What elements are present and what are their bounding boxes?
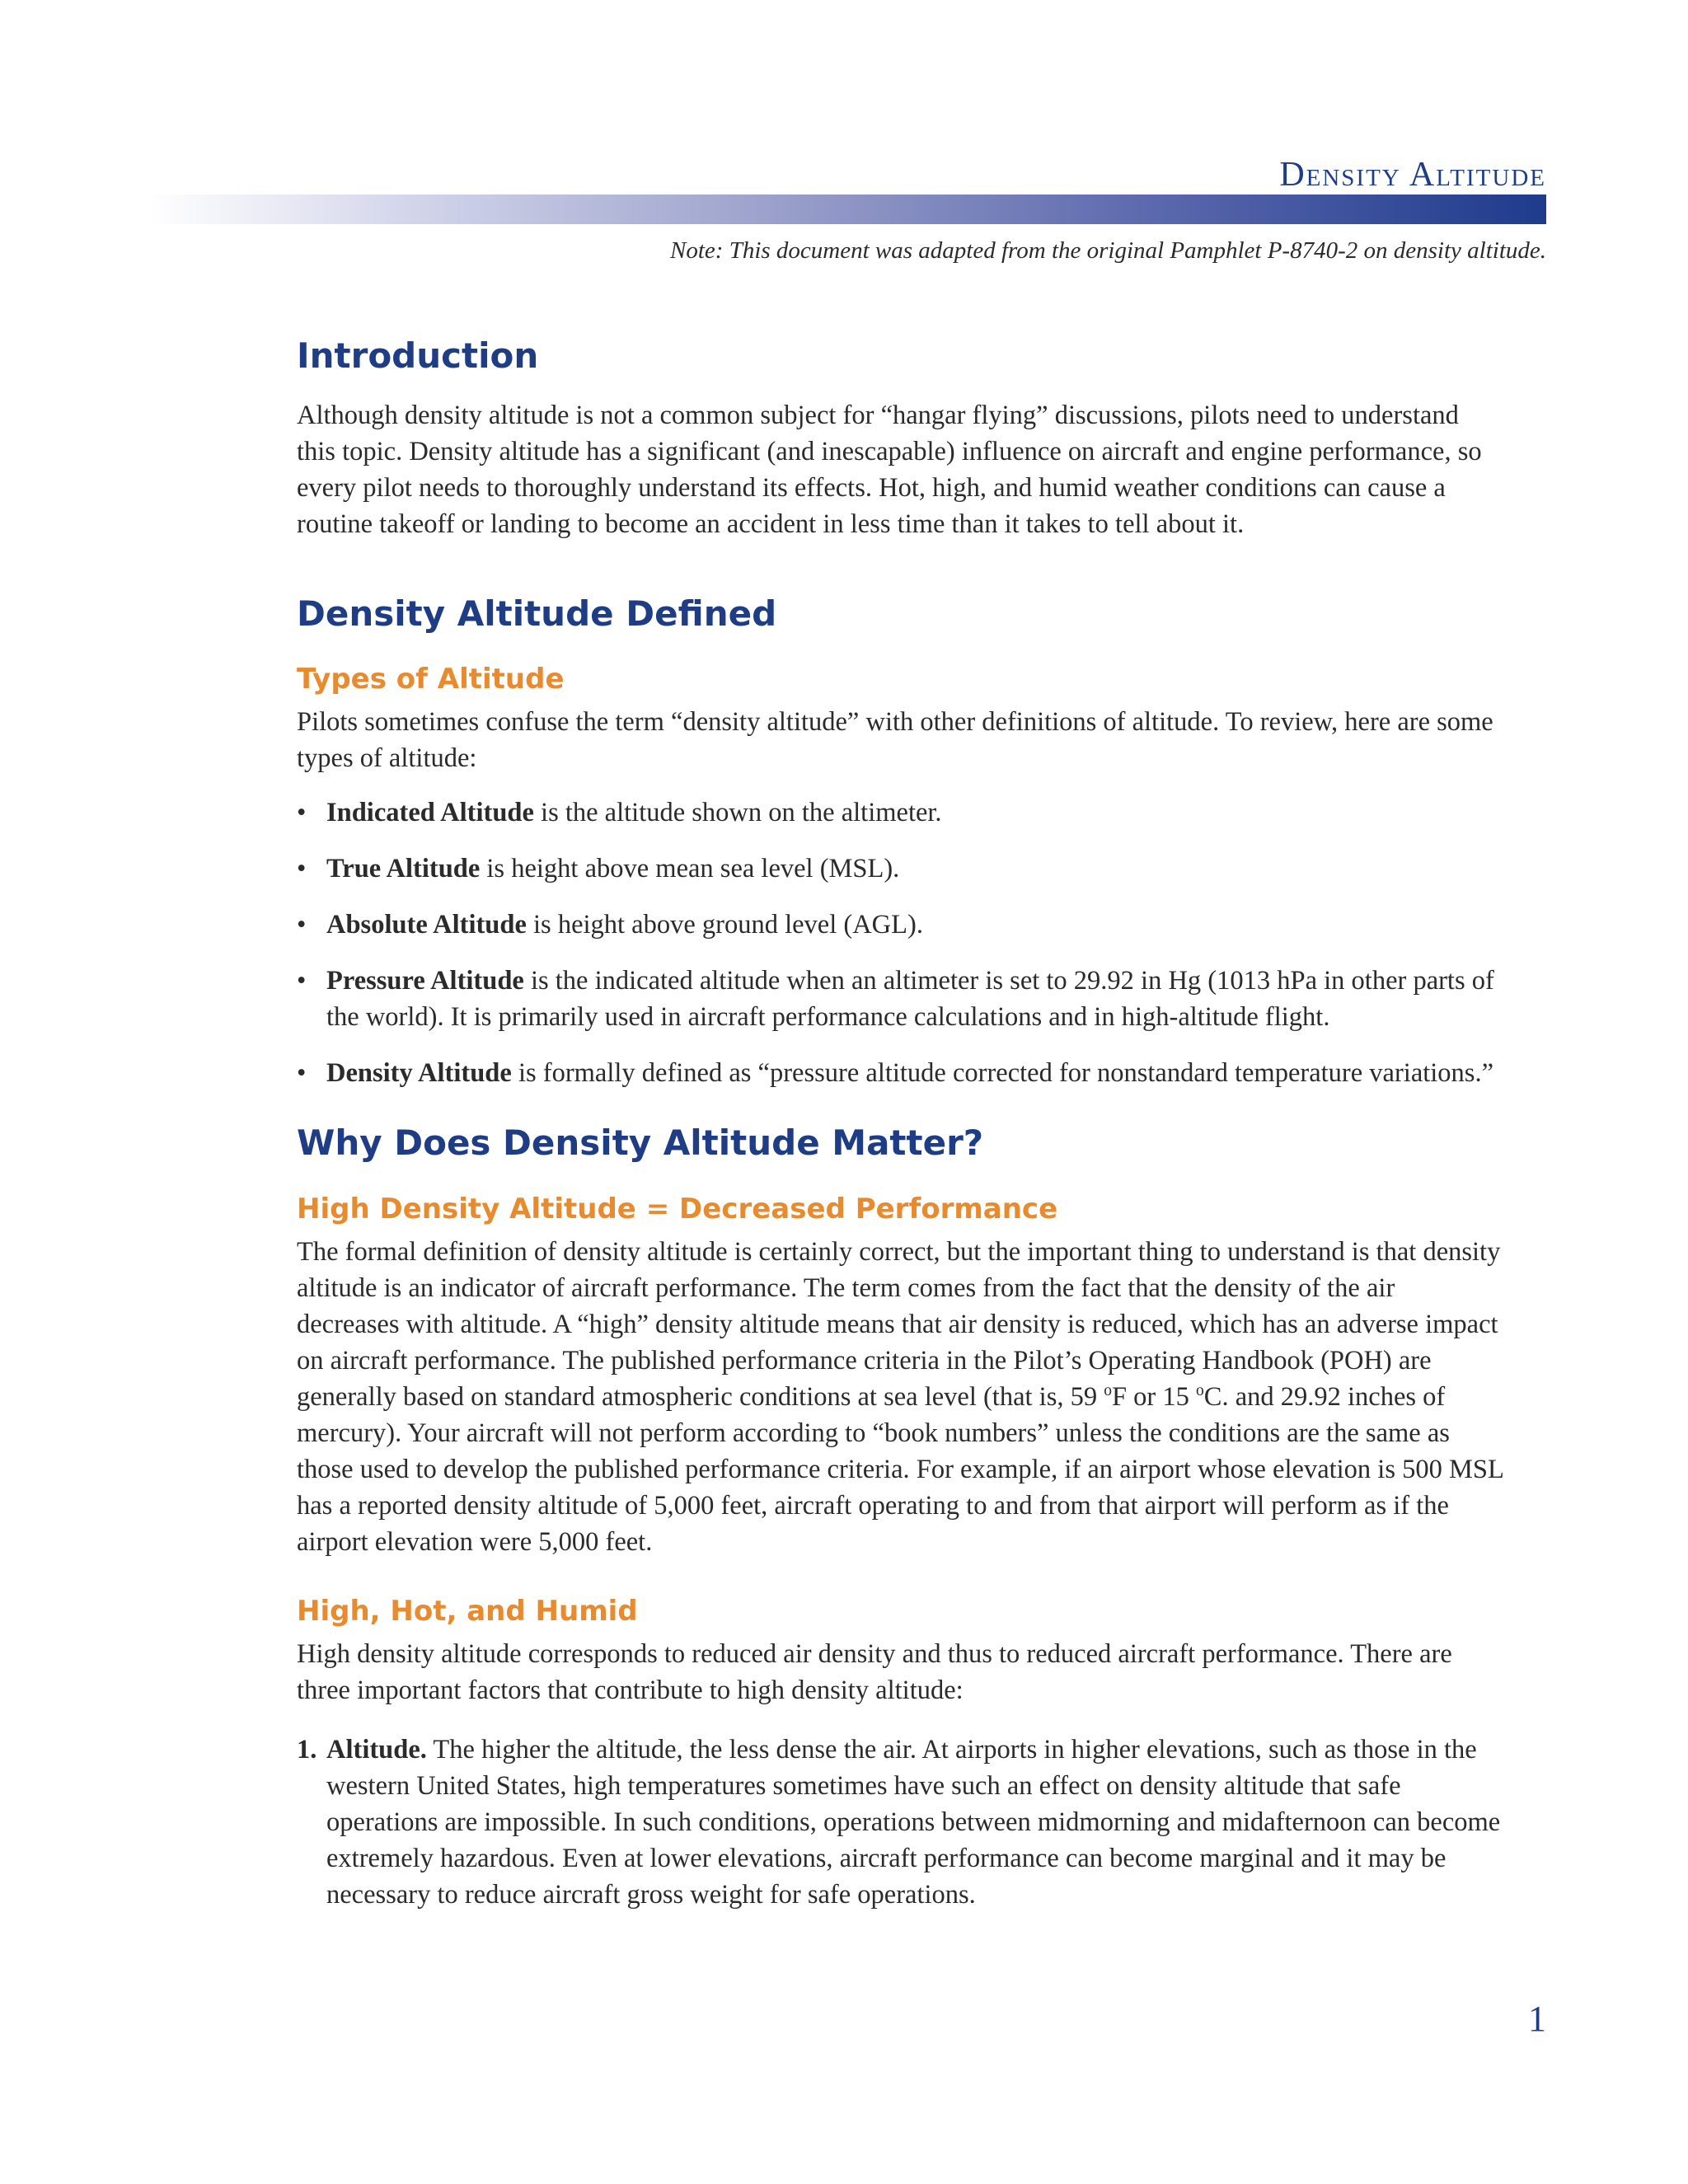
list-item-text: The higher the altitude, the less dense the air. At airports in higher elevations, such as those in the western United States, high temperatures sometimes have such an effect on density altitude that safe operations are impossible. In such conditions, operations between midmorning and midafternoon can become extremely hazardous. Even at lower elevations, aircraft performance can become marginal and it may be necessary to reduce aircraft gross weight for safe operations. <box>326 1735 1501 1910</box>
list-item <box>297 794 1503 831</box>
decreased-performance-paragraph <box>297 1234 1503 1560</box>
bullet-marker: • <box>297 854 307 884</box>
list-item-text: is height above ground level (AGL). <box>526 910 923 940</box>
bullet-marker: • <box>297 798 307 828</box>
list-item-text: is formally defined as “pressure altitude corrected for nonstandard temperature variations.” <box>511 1058 1493 1089</box>
bullet-marker: • <box>297 966 307 996</box>
adaptation-note: Note: This document was adapted from the original Pamphlet P-8740-2 on density altitude. <box>670 237 1546 264</box>
introduction-paragraph: Although density altitude is not a common subject for “hangar flying” discussions, pilots need to understand this topic. Density altitude has a significant (and inescapable) influence on aircraft and engine performance, so every pilot needs to thoroughly understand its effects. Hot, high, and humid weather conditions can cause a routine takeoff or landing to become an accident in less time than it takes to tell about it. <box>297 400 1482 539</box>
altitude-types-list <box>297 794 1503 1091</box>
list-item-term: True Altitude <box>326 854 481 884</box>
types-of-altitude-paragraph: Pilots sometimes confuse the term “density altitude” with other definitions of altitude. To review, here are some types of altitude: <box>297 707 1493 774</box>
degree-superscript: o <box>1104 1382 1112 1400</box>
header-gradient-bar <box>148 194 1546 224</box>
list-item <box>297 963 1503 1035</box>
high-hot-humid-paragraph: High density altitude corresponds to reduced air density and thus to reduced aircraft performance. There are three important factors that contribute to high density altitude: <box>297 1639 1452 1706</box>
contributing-factors-list <box>297 1732 1503 1913</box>
list-item <box>297 1732 1503 1913</box>
why-matters-heading: Why Does Density Altitude Matter? <box>297 1122 984 1164</box>
page-content <box>297 334 1503 1913</box>
high-hot-humid-subheading: High, Hot, and Humid <box>297 1595 638 1629</box>
running-header-title: Density Altitude <box>1279 156 1546 194</box>
introduction-section <box>297 334 1503 542</box>
page-number: 1 <box>1528 1999 1546 2039</box>
list-item-term: Pressure Altitude <box>326 966 524 996</box>
introduction-heading: Introduction <box>297 335 539 376</box>
list-item-term: Altitude. <box>326 1735 427 1765</box>
paragraph-text: The formal definition of density altitude is certainly correct, but the important thing to understand is that density altitude is an indicator of aircraft performance. The term comes from the fact that the density of the air decreases with altitude. A “high” density altitude means that air density is reduced, which has an adverse impact on aircraft performance. The published performance criteria in the Pilot’s Operating Handbook (POH) are generally based on standard atmospheric conditions at sea level (that is, 59 <box>297 1237 1501 1413</box>
decreased-performance-subheading: High Density Altitude = Decreased Performance <box>297 1192 1058 1226</box>
types-of-altitude-subheading: Types of Altitude <box>297 663 565 696</box>
paragraph-text: C. and 29.92 inches of mercury). Your aircraft will not perform according to “book numbers” unless the conditions are the same as those used to develop the published performance criteria. For example, if an airport whose elevation is 500 MSL has a reported density altitude of 5,000 feet, aircraft operating to and from that airport will perform as if the airport elevation were 5,000 feet. <box>297 1382 1503 1558</box>
bullet-marker: • <box>297 1058 307 1089</box>
list-item-term: Indicated Altitude <box>326 798 534 828</box>
why-density-altitude-matters-section <box>297 1121 1503 1913</box>
list-item-term: Absolute Altitude <box>326 910 527 940</box>
list-item-text: is height above mean sea level (MSL). <box>480 854 900 884</box>
list-item <box>297 907 1503 943</box>
list-item-text: is the indicated altitude when an altimeter is set to 29.92 in Hg (1013 hPa in other parts of the world). It is primarily used in aircraft performance calculations and in high-altitude flight. <box>326 966 1494 1033</box>
paragraph-text: F or 15 <box>1111 1382 1197 1413</box>
degree-superscript: o <box>1196 1382 1204 1400</box>
list-item <box>297 851 1503 887</box>
list-item-text: is the altitude shown on the altimeter. <box>533 798 942 828</box>
density-altitude-defined-heading: Density Altitude Defined <box>297 593 777 634</box>
list-item <box>297 1055 1503 1091</box>
density-altitude-defined-section <box>297 592 1503 1092</box>
list-item-number: 1. <box>297 1735 317 1765</box>
list-item-term: Density Altitude <box>326 1058 512 1089</box>
bullet-marker: • <box>297 910 307 940</box>
